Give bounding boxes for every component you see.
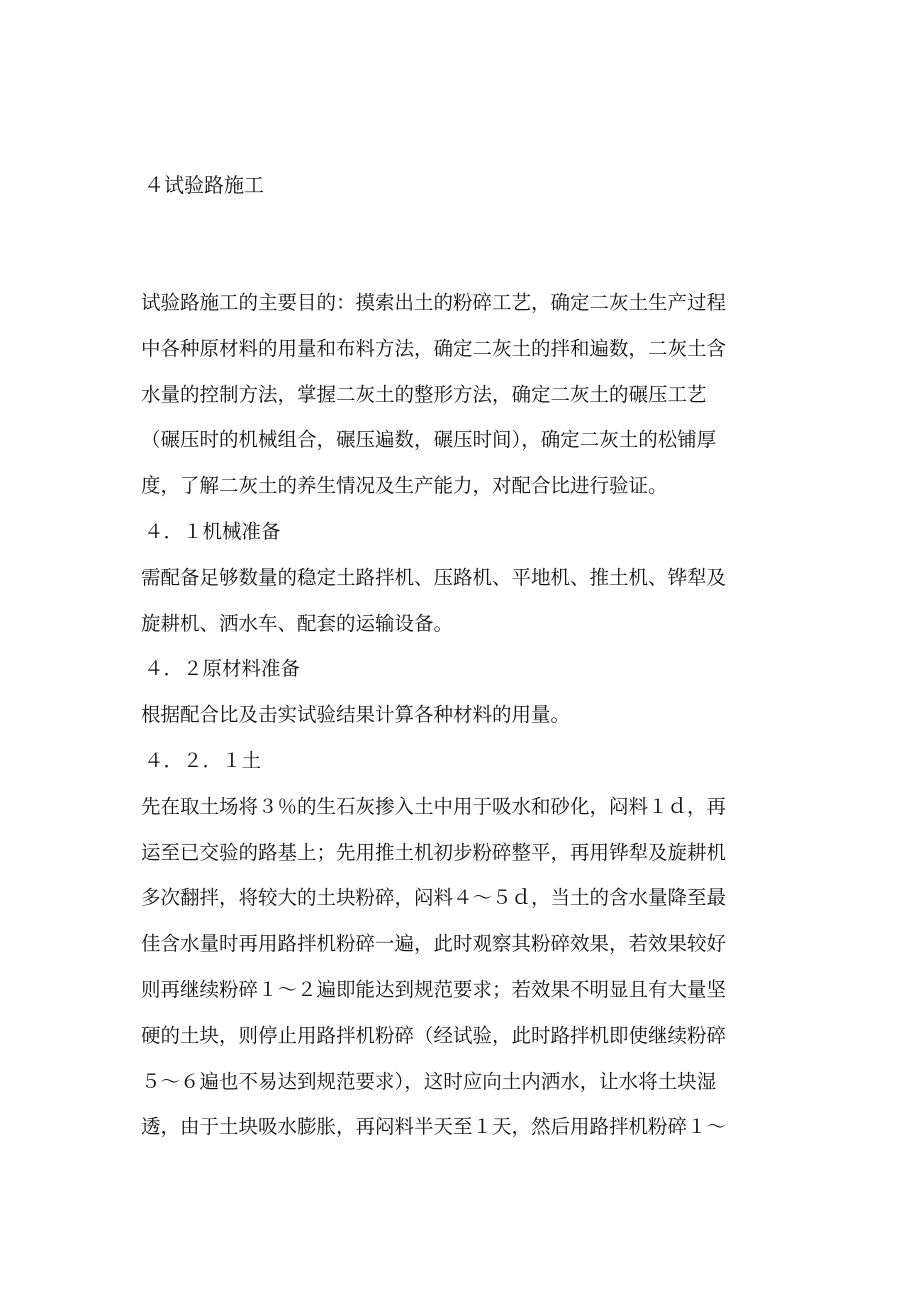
paragraph-line: 需配备足够数量的稳定土路拌机、压路机、平地机、推土机、铧犁及 [141, 565, 727, 589]
paragraph-line: 则再继续粉碎１～２遍即能达到规范要求；若效果不明显且有大量坚 [141, 977, 727, 1001]
paragraph-line: 佳含水量时再用路拌机粉碎一遍，此时观察其粉碎效果，若效果较好 [141, 932, 727, 956]
paragraph-line: 多次翻拌，将较大的土块粉碎，闷料４～５ｄ，当土的含水量降至最 [141, 886, 727, 910]
paragraph-line: 试验路施工的主要目的：摸索出土的粉碎工艺，确定二灰土生产过程 [141, 291, 727, 314]
paragraph-line: ５～６遍也不易达到规范要求），这时应向土内洒水，让水将土块湿 [141, 1069, 717, 1093]
paragraph-line: 硬的土块，则停止用路拌机粉碎（经试验，此时路拌机即使继续粉碎 [141, 1023, 727, 1047]
paragraph-line: 先在取土场将３％的生石灰掺入土中用于吸水和砂化，闷料１ｄ，再 [141, 794, 727, 818]
paragraph-line: 运至已交验的路基上；先用推土机初步粉碎整平，再用铧犁及旋耕机 [141, 840, 727, 864]
section-heading: ４试验路施工 [144, 173, 264, 197]
subsection-heading-materials: ４．２原材料准备 [144, 657, 301, 681]
paragraph-line: 旋耕机、洒水车、配套的运输设备。 [141, 611, 454, 635]
paragraph-line: 水量的控制方法，掌握二灰土的整形方法，确定二灰土的碾压工艺 [141, 382, 707, 406]
subsection-heading-machinery: ４．１机械准备 [144, 519, 281, 543]
paragraph-line: 根据配合比及击实试验结果计算各种材料的用量。 [141, 703, 571, 727]
paragraph-line: 中各种原材料的用量和布料方法，确定二灰土的拌和遍数，二灰土含 [141, 336, 727, 360]
paragraph-line: 度，了解二灰土的养生情况及生产能力，对配合比进行验证。 [141, 474, 668, 498]
subsection-heading-soil: ４．２．１土 [144, 748, 262, 772]
document-body [141, 280, 789, 1150]
paragraph-line: 透，由于土块吸水膨胀，再闷料半天至１天，然后用路拌机粉碎１～ [141, 1115, 727, 1139]
paragraph-line: （碾压时的机械组合，碾压遍数，碾压时间），确定二灰土的松铺厚 [141, 428, 717, 452]
